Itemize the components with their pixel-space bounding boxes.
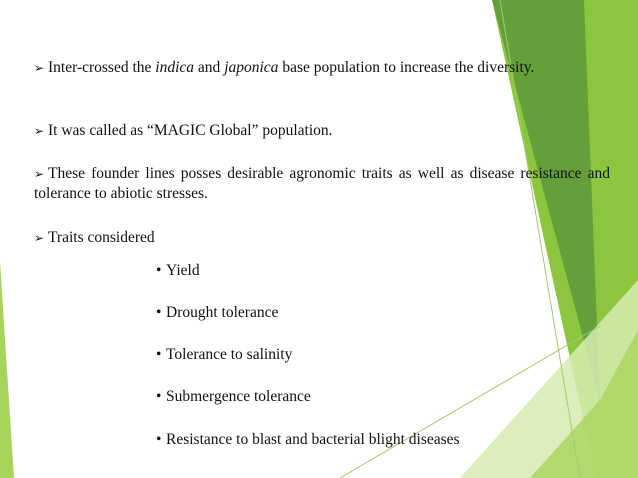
bullet-dot-icon: •: [156, 431, 162, 448]
arrow-bullet-icon: ➢: [34, 124, 45, 138]
trait-item-salinity: • Tolerance to salinity: [156, 346, 293, 363]
arrow-bullet-icon: ➢: [34, 61, 45, 75]
bullet-dot-icon: •: [156, 262, 162, 279]
trait-item-submergence: • Submergence tolerance: [156, 388, 311, 405]
paragraph-magic-global: ➢ It was called as “MAGIC Global” population.: [34, 122, 333, 139]
paragraph-traits-considered: ➢ Traits considered: [34, 229, 155, 246]
paragraph-diversity: ➢ Inter-crossed the indica and japonica base population to increase the diversity.: [34, 59, 535, 76]
trait-item-yield: • Yield: [156, 262, 200, 279]
bullet-dot-icon: •: [156, 346, 162, 363]
term-japonica: japonica: [224, 59, 279, 76]
arrow-bullet-icon: ➢: [34, 167, 45, 181]
bullet-dot-icon: •: [156, 304, 162, 321]
term-indica: indica: [155, 59, 195, 76]
trait-item-drought: • Drought tolerance: [156, 304, 279, 321]
trait-item-blast-blight: • Resistance to blast and bacterial blight diseases: [156, 431, 460, 448]
bullet-dot-icon: •: [156, 388, 162, 405]
left-green-shard: [0, 262, 14, 478]
arrow-bullet-icon: ➢: [34, 231, 45, 245]
paragraph-founder-lines: ➢ These founder lines posses desirable agronomic traits as well as disease resistance and tolerance to abiotic stresses.: [34, 165, 610, 202]
